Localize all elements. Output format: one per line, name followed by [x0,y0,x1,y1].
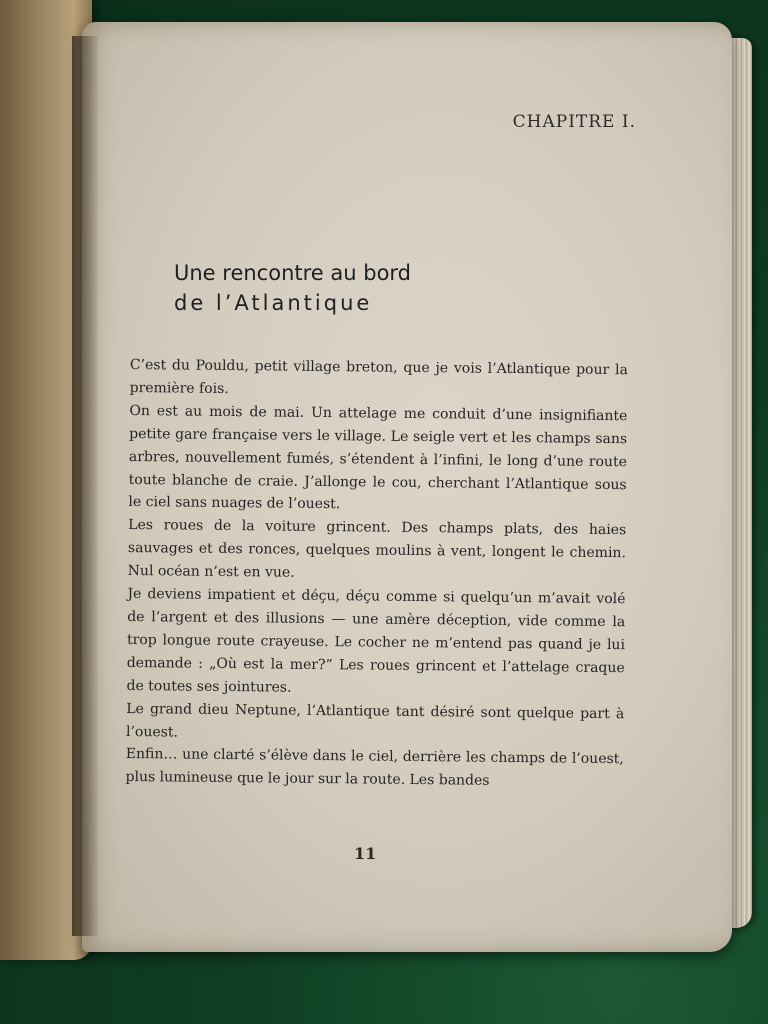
paragraph: Enfin… une clarté s’élève dans le ciel, derrière les champs de l’ouest, plus lumineuse que le jour sur la route. Les bandes [125,746,624,790]
chapter-title-line-1: Une rencontre au bord [174,261,412,285]
paragraph: C’est du Pouldu, petit village breton, que je vois l’Atlantique pour la première fois. [129,356,628,397]
book-page [82,22,732,952]
paragraph: Je deviens impatient et déçu, déçu comme si quelqu’un m’avait volé de l’argent et des illusions — une amère déception, vide comme la trop longue route crayeuse. Le cocher ne m’entend pas quand je lui demande : „Où est la mer?” Les roues grincent et l’attelage craque de toutes ses jointures. [126,586,626,696]
paragraph: On est au mois de mai. Un attelage me conduit d’une insignifiante petite gare française vers le village. Le seigle vert et les champs sans arbres, nouvellement fumés, s’étendent à l’infini, le long d’une route toute blanche de craie. J’allonge le cou, cherchant l’Atlantique sous le ciel sans nuages de l’ouest. [128,402,628,513]
page-number: 11 [354,844,377,863]
book-gutter-shadow [72,36,98,936]
body-text [125,354,628,794]
paragraph: Les roues de la voiture grincent. Des champs plats, des haies sauvages et des ronces, quelques moulins à vent, longent le chemin. Nul océan n’est en vue. [127,517,627,581]
chapter-heading: CHAPITRE I. [512,112,636,132]
chapter-title-line-2: de l’Atlantique [174,291,373,315]
chapter-title [174,258,411,318]
paragraph: Le grand dieu Neptune, l’Atlantique tant désiré sont quelque part à l’ouest. [125,700,625,741]
